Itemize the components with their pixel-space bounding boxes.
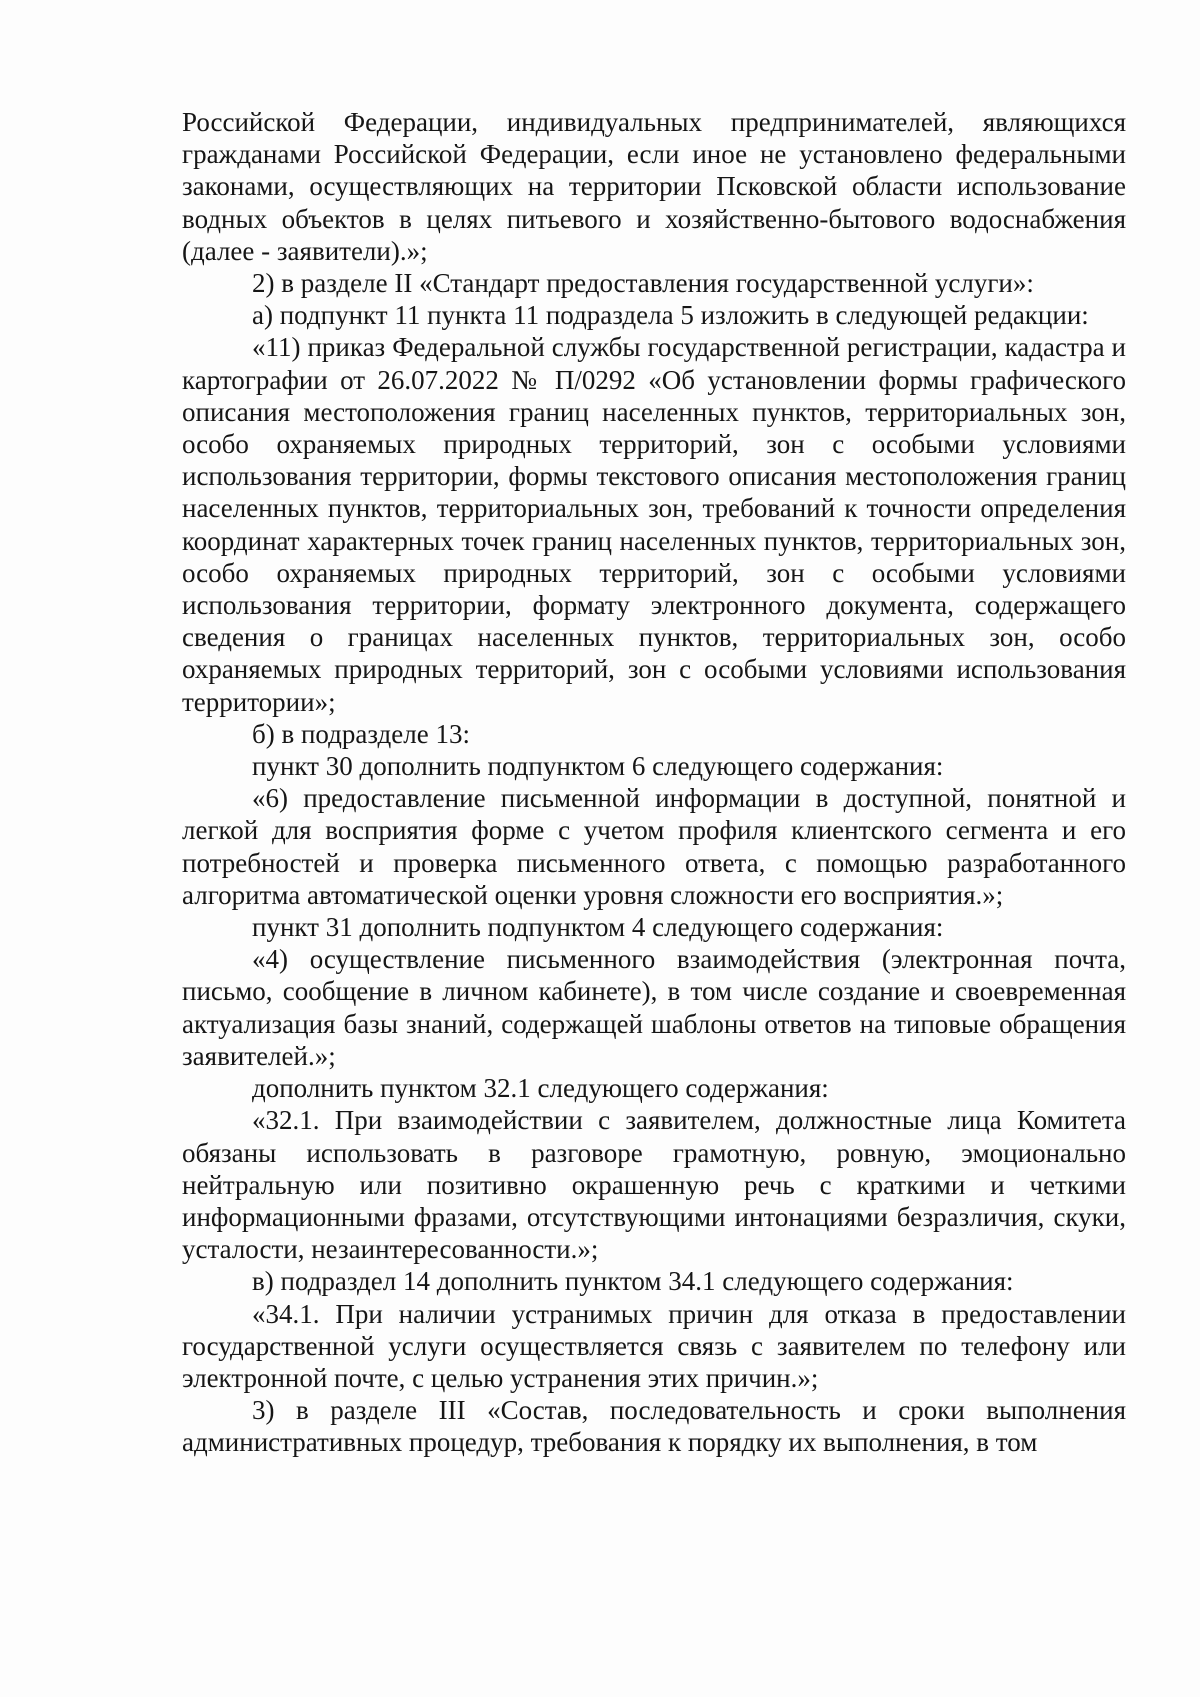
document-body	[182, 106, 1126, 1459]
paragraph: «6) предоставление письменной информации в доступной, понятной и легкой для восприятия форме с учетом профиля клиентского сегмента и его потребностей и проверка письменного ответа, с помощью разработанного алгоритма автоматической оценки уровня сложности его восприятия.»;	[182, 783, 1126, 910]
paragraph: «11) приказ Федеральной службы государственной регистрации, кадастра и картографии от 26.07.2022 № П/0292 «Об установлении формы графического описания местоположения границ населенных пунктов, территориальных зон, особо охраняемых природных территорий, зон с особыми условиями использования территории, формы текстового описания местоположения границ населенных пунктов, территориальных зон, требований к точности определения координат характерных точек границ населенных пунктов, территориальных зон, особо охраняемых природных территорий, зон с особыми условиями использования территории, формату электронного документа, содержащего сведения о границах населенных пунктов, территориальных зон, особо охраняемых природных территорий, зон с особыми условиями использования территории»;	[182, 332, 1126, 717]
paragraph: «34.1. При наличии устранимых причин для отказа в предоставлении государственной услуги осуществляется связь с заявителем по телефону или электронной почте, с целью устранения этих причин.»;	[182, 1298, 1126, 1393]
paragraph: «4) осуществление письменного взаимодействия (электронная почта, письмо, сообщение в личном кабинете), в том числе создание и своевременная актуализация базы знаний, содержащей шаблоны ответов на типовые обращения заявителей.»;	[182, 944, 1126, 1071]
paragraph: а) подпункт 11 пункта 11 подраздела 5 изложить в следующей редакции:	[252, 300, 1089, 331]
paragraph: «32.1. При взаимодействии с заявителем, должностные лица Комитета обязаны использовать в разговоре грамотную, ровную, эмоционально нейтральную или позитивно окрашенную речь с краткими и четкими информационными фразами, отсутствующими интонациями безразличия, скуки, усталости, незаинтересованности.»;	[182, 1105, 1126, 1265]
paragraph: дополнить пунктом 32.1 следующего содержания:	[252, 1073, 829, 1104]
paragraph: пункт 31 дополнить подпунктом 4 следующего содержания:	[252, 912, 944, 943]
paragraph: б) в подразделе 13:	[252, 718, 470, 749]
paragraph: 2) в разделе II «Стандарт предоставления государственной услуги»:	[252, 268, 1034, 299]
paragraph: Российской Федерации, индивидуальных предпринимателей, являющихся гражданами Российской Федерации, если иное не установлено федеральными законами, осуществляющих на территории Псковской области использование водных объектов в целях питьевого и хозяйственно-бытового водоснабжения (далее - заявители).»;	[182, 107, 1126, 266]
paragraph: 3) в разделе III «Состав, последовательность и сроки выполнения административных процедур, требования к порядку их выполнения, в том	[182, 1395, 1126, 1458]
paragraph: пункт 30 дополнить подпунктом 6 следующего содержания:	[252, 751, 944, 782]
paragraph: в) подраздел 14 дополнить пунктом 34.1 следующего содержания:	[252, 1266, 1014, 1297]
